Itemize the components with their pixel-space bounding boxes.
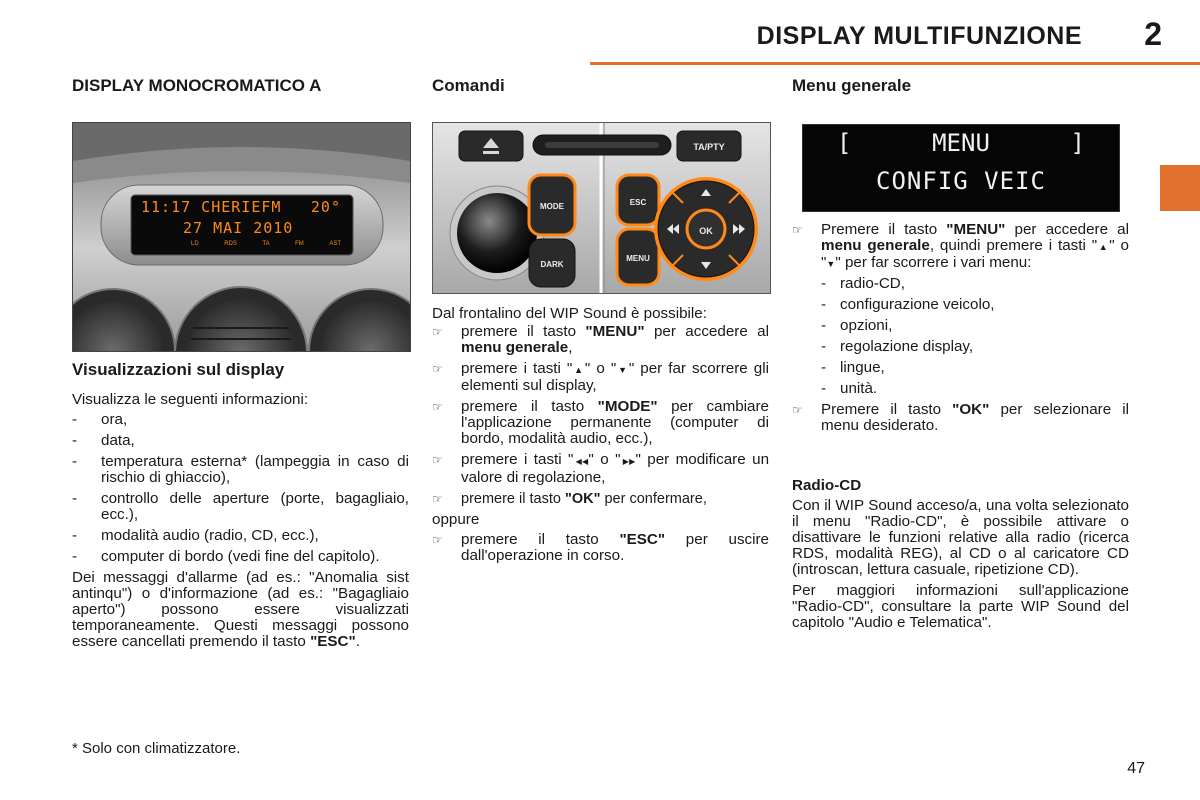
lcd-menu-label: MENU bbox=[932, 129, 990, 157]
mode-key-label: "MODE" bbox=[597, 398, 658, 415]
esc-key-label: "ESC" bbox=[619, 531, 666, 548]
esc-key-label: "ESC" bbox=[310, 633, 356, 650]
column-display bbox=[72, 78, 409, 650]
item-text: per selezionare il menu desiderato. bbox=[821, 401, 1129, 434]
list-item bbox=[432, 491, 769, 507]
footnote: * Solo con climatizzatore. bbox=[72, 740, 241, 757]
item-text: Premere il tasto bbox=[821, 401, 953, 418]
item-text: per accedere al bbox=[644, 323, 769, 340]
section-title-display: DISPLAY MONOCROMATICO A bbox=[72, 76, 322, 95]
radio-cd-title: Radio-CD bbox=[792, 477, 862, 494]
lcd-time-station: 11:17 CHERIEFM bbox=[141, 198, 282, 216]
list-item: - computer di bordo (vedi fine del capitolo). bbox=[72, 549, 409, 565]
list-item bbox=[432, 361, 769, 394]
item-text: " per modificare un valore di regolazione, bbox=[461, 451, 770, 486]
control-panel-illustration bbox=[432, 122, 771, 294]
fast-forward-icon: ▶▶ bbox=[620, 457, 636, 466]
lcd-indicator: TA bbox=[262, 241, 270, 247]
pointing-hand-icon: ☞ bbox=[432, 400, 443, 414]
item-text: premere il tasto bbox=[461, 491, 565, 507]
pointing-hand-icon: ☞ bbox=[432, 453, 443, 467]
item-text: per cambiare l'applicazione permanente (computer di bordo, modalità audio, ecc.), bbox=[461, 398, 769, 447]
chapter-tab bbox=[1160, 165, 1200, 211]
info-list bbox=[72, 412, 409, 565]
menu-lcd-display bbox=[802, 124, 1120, 212]
menu-generale-label: menu generale bbox=[461, 339, 569, 356]
mode-button: MODE bbox=[540, 202, 564, 211]
lcd-menu-line bbox=[837, 129, 1085, 157]
chapter-number: 2 bbox=[1144, 16, 1162, 52]
menu-key-label: "MENU" bbox=[946, 221, 1006, 238]
arrow-down-icon: ▼ bbox=[616, 365, 629, 375]
item-text: per accedere al bbox=[1005, 221, 1129, 238]
menu-item: - unità. bbox=[821, 381, 1129, 397]
list-item: - modalità audio (radio, CD, ecc.), bbox=[72, 528, 409, 544]
menu-item: - configurazione veicolo, bbox=[821, 297, 1129, 313]
pointing-hand-icon: ☞ bbox=[432, 533, 443, 547]
lcd-indicator: LD bbox=[191, 241, 199, 247]
menu-key-label: "MENU" bbox=[585, 323, 645, 340]
menu-button: MENU bbox=[626, 254, 650, 263]
list-item bbox=[432, 452, 769, 486]
lcd-date: 27 MAI 2010 bbox=[183, 219, 294, 237]
item-text: " o " bbox=[584, 360, 617, 377]
ta-pty-button: TA/PTY bbox=[693, 142, 725, 152]
ok-key-label: "OK" bbox=[952, 401, 990, 418]
item-text: premere il tasto bbox=[461, 323, 586, 340]
ok-button: OK bbox=[699, 226, 713, 236]
item-text: " o " bbox=[821, 237, 1129, 271]
lcd-temperature: 20° bbox=[310, 198, 341, 216]
lcd-indicators bbox=[191, 241, 341, 247]
menu-item: - radio-CD, bbox=[821, 276, 1129, 292]
lcd-config-veic: CONFIG VEIC bbox=[876, 167, 1046, 195]
pointing-hand-icon: ☞ bbox=[792, 403, 803, 417]
lcd-indicator: AST bbox=[329, 241, 341, 247]
item-text: , quindi premere i tasti " bbox=[929, 237, 1098, 254]
lcd-bracket-left: [ bbox=[837, 129, 852, 157]
item-text: per confermare, bbox=[600, 491, 707, 507]
item-text: " o " bbox=[588, 451, 621, 468]
list-item: - data, bbox=[72, 433, 409, 449]
arrow-down-icon: ▼ bbox=[826, 259, 836, 269]
dashboard-display-photo bbox=[72, 122, 411, 352]
item-text: , bbox=[568, 339, 573, 356]
item-text: Premere il tasto bbox=[821, 221, 947, 238]
item-text: premere il tasto bbox=[461, 398, 598, 415]
menu-items-list bbox=[821, 276, 1129, 397]
messages-end: . bbox=[355, 633, 360, 650]
dark-button: DARK bbox=[540, 260, 564, 269]
item-text: premere il tasto bbox=[461, 531, 620, 548]
rewind-icon: ◀◀ bbox=[573, 457, 589, 466]
item-text: premere i tasti " bbox=[461, 451, 574, 468]
menu-item: - opzioni, bbox=[821, 318, 1129, 334]
menu-generale-label: menu generale bbox=[821, 237, 930, 254]
lcd-line-1 bbox=[141, 199, 341, 215]
column-comandi bbox=[432, 78, 769, 569]
pointing-hand-icon: ☞ bbox=[432, 325, 443, 339]
page-number: 47 bbox=[1127, 760, 1145, 777]
arrow-up-icon: ▲ bbox=[572, 365, 585, 375]
list-item bbox=[432, 324, 769, 356]
list-item bbox=[792, 222, 1129, 397]
subtitle-visualizzazioni: Visualizzazioni sul display bbox=[72, 360, 285, 379]
list-item bbox=[432, 399, 769, 447]
lcd-indicator: FM bbox=[295, 241, 304, 247]
list-item bbox=[432, 532, 769, 564]
list-item bbox=[792, 402, 1129, 434]
comandi-intro: Dal frontalino del WIP Sound è possibile: bbox=[432, 305, 707, 322]
menu-item: - regolazione display, bbox=[821, 339, 1129, 355]
oppure-text: oppure bbox=[432, 511, 480, 528]
section-title-menu: Menu generale bbox=[792, 76, 912, 95]
item-text: " per far scorrere i vari menu: bbox=[835, 254, 1032, 271]
lcd-indicator: RDS bbox=[224, 241, 237, 247]
messages-paragraph bbox=[72, 570, 409, 650]
menu-item: - lingue, bbox=[821, 360, 1129, 376]
pointing-hand-icon: ☞ bbox=[792, 223, 803, 237]
pointing-hand-icon: ☞ bbox=[432, 362, 443, 376]
item-text: " per far scorrere gli elementi sul display, bbox=[461, 360, 769, 394]
column-menu-generale bbox=[792, 78, 1129, 631]
radio-cd-paragraph-2: Per maggiori informazioni sull'applicazione "Radio-CD", consultare la parte WIP Sound del capitolo "Audio e Telematica". bbox=[792, 582, 1129, 631]
comandi-list bbox=[432, 324, 769, 507]
arrow-up-icon: ▲ bbox=[1097, 242, 1110, 252]
esc-button: ESC bbox=[629, 198, 647, 207]
header-rule bbox=[590, 62, 1200, 65]
page-header-title: DISPLAY MULTIFUNZIONE bbox=[756, 22, 1082, 50]
lcd-bracket-right: ] bbox=[1070, 129, 1085, 157]
intro-text: Visualizza le seguenti informazioni: bbox=[72, 391, 309, 408]
list-item: - ora, bbox=[72, 412, 409, 428]
ok-key-label: "OK" bbox=[564, 491, 601, 507]
list-item: - temperatura esterna* (lampeggia in caso di rischio di ghiaccio), bbox=[72, 454, 409, 486]
section-title-comandi: Comandi bbox=[432, 76, 505, 95]
comandi-list-2 bbox=[432, 532, 769, 564]
pointing-hand-icon: ☞ bbox=[432, 492, 443, 506]
item-text: per uscire dall'operazione in corso. bbox=[461, 531, 770, 564]
list-item: - controllo delle aperture (porte, bagagliaio, ecc.), bbox=[72, 491, 409, 523]
messages-text: Dei messaggi d'allarme (ad es.: "Anomalia sist antinqu") o d'informazione (ad es.: "Bagagliaio aperto") possono essere visualizzati temporaneamente. Questi messaggi possono essere cancellati premendo il tasto bbox=[72, 569, 409, 650]
radio-cd-paragraph-1: Con il WIP Sound acceso/a, una volta selezionato il menu "Radio-CD", è possibile attivare o disattivare le funzioni relative alla radio (ricerca RDS, modalità REG), al CD o al caricatore CD (introscan, lettura casuale, ripetizione CD). bbox=[792, 497, 1129, 578]
menu-list bbox=[792, 222, 1129, 434]
item-text: premere i tasti " bbox=[461, 360, 573, 377]
